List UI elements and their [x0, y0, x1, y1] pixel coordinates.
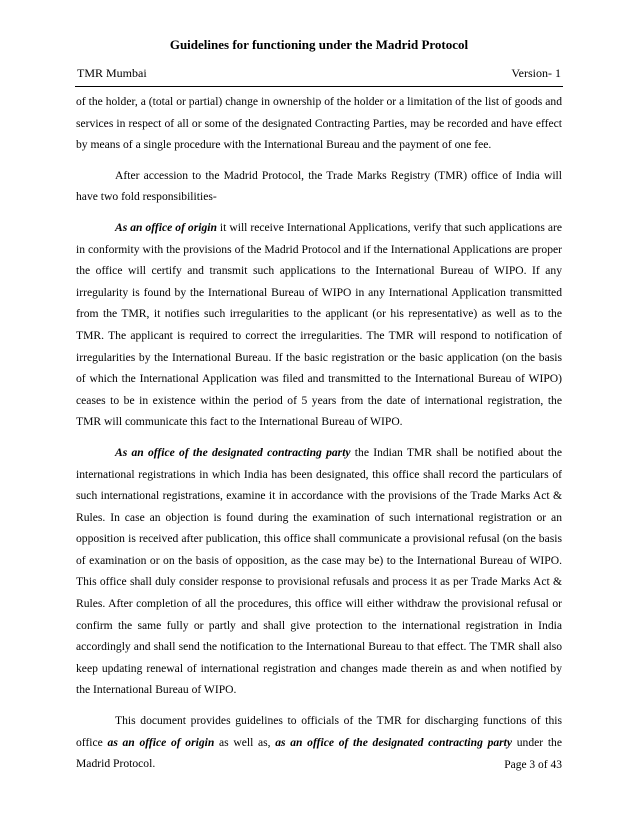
paragraph-2: After accession to the Madrid Protocol, the Trade Marks Registry (TMR) office of India will have two fold responsibilities-	[76, 168, 562, 204]
header-divider	[75, 86, 563, 87]
paragraph-1: of the holder, a (total or partial) change in ownership of the holder or a limitation of the list of goods and services in respect of all or some of the designated Contracting Parties, may be recorded and have effect by means of a single procedure with the International Bureau and the payment of one fee.	[76, 95, 562, 152]
emphasis-designated-party: As an office of the designated contracting party	[115, 445, 351, 459]
body-text	[76, 91, 562, 784]
header-left: TMR Mumbai	[77, 66, 147, 80]
header-version: Version- 1	[511, 66, 561, 80]
paragraph-3-text: it will receive International Applications, verify that such applications are in conformity with the provisions of the Madrid Protocol and if the International Applications are proper the office will certify and transmit such applications to the International Bureau of WIPO. If any irregularity is found by the International Bureau of WIPO in any International Application transmitted from the TMR, it notifies such irregularities to the applicant (or his representative) as well as to the TMR. The applicant is required to correct the irregularities. The TMR will respond to notification of irregularities by the International Bureau. If the basic registration or the basic application (on the basis of which the International Application was filed and transmitted to the International Bureau of WIPO) ceases to be in existence within the period of 5 years from the date of international registration, the TMR will communicate this fact to the International Bureau of WIPO.	[76, 220, 563, 429]
emphasis-office-of-origin: As an office of origin	[115, 220, 217, 234]
emphasis-designated-party-2: as an office of the designated contracting party	[275, 735, 513, 749]
paragraph-4	[76, 442, 562, 701]
page-title: Guidelines for functioning under the Madrid Protocol	[169, 37, 469, 52]
emphasis-office-of-origin-2: as an office of origin	[107, 735, 215, 749]
paragraph-5-text-c: under the Madrid Protocol.	[76, 735, 562, 771]
page-number: Page 3 of 43	[504, 759, 562, 771]
paragraph-5	[76, 710, 562, 775]
running-header	[77, 66, 561, 81]
paragraph-5-text-a: This document provides guidelines to officials of the TMR for discharging functions of this office	[76, 714, 562, 749]
paragraph-5-text-b: as well as,	[214, 735, 276, 749]
paragraph-4-text: the Indian TMR shall be notified about the international registrations in which India has been designated, this office shall record the particulars of such international registrations, examine it in accordance with the provisions of the Trade Marks Act & Rules. In case an objection is found during the examination of such international registration or an opposition is received after publication, this office shall communicate a provisional refusal (on the basis of examination or on the basis of opposition, as the case may be) to the International Bureau of WIPO. This office shall duly consider response to provisional refusals and process it as per Trade Marks Act & Rules. After completion of all the procedures, this office will either withdraw the provisional refusal or confirm the same fully or partly and shall give protection to the international registration in India accordingly and shall send the notification to the International Bureau to that effect. The TMR shall also keep updating renewal of international registration and changes made therein as and when notified by the International Bureau of WIPO.	[76, 445, 562, 697]
paragraph-3	[76, 217, 562, 433]
